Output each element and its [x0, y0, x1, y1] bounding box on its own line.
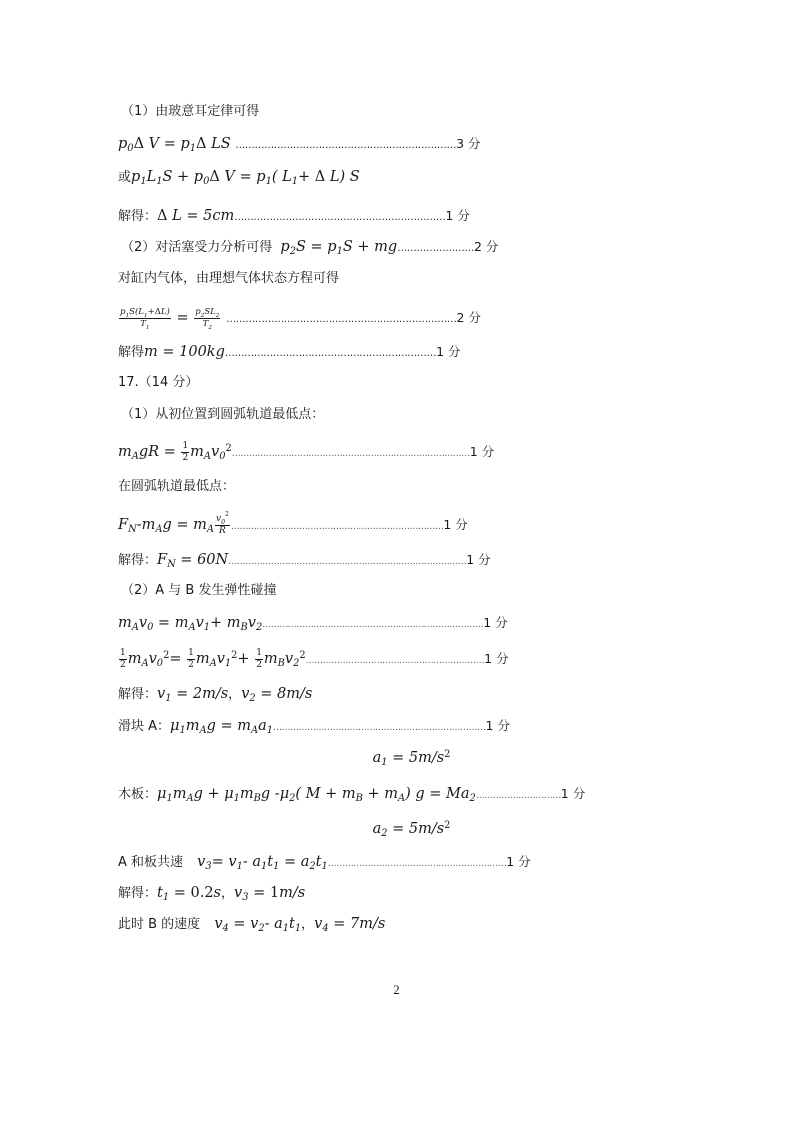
s17-equation-normal-force: $F_N-m_Ag = m_A$ $\frac{v_0^2}{R}$ …………………………………………………………………1 分	[118, 510, 468, 536]
s17-equation-momentum: $m_Av_0 = m_Av_1+$ $m_Bv_2\dots\dots\dots\dots\dots\dots\dots\dots\dots\dots\dots\dots\dots\dots\dots\dots\dots\dots\dots\dots\dots\dots\dots\dots\dots\dots 1$ 分	[118, 615, 508, 633]
s16-part2-heading: （2）对活塞受力分析可得 $p_2S = p_1S$ + mg……………………2 分	[121, 239, 499, 257]
s16-result-deltaL: 解得：Δ L = 5cm…………………………………………………………1 分	[118, 208, 470, 224]
s16-equation-alt: 或$p_1L_1S + p_0\Delta$ $V = p_1$( $L_1+ \Delta$ L) S	[118, 169, 360, 187]
s17-result-FN: 解得：$F_N$ = 60N…………………………………………………………………………1 分	[118, 552, 491, 570]
s17-result-a2: $a_2 = 5m/s^2$	[372, 820, 451, 839]
page-number: 2	[393, 982, 400, 997]
s16-gas-text: 对缸内气体，由理想气体状态方程可得	[118, 271, 340, 286]
s17-equation-board: 木板：$\mu_1m_Ag + \mu_1m_Bg$ $-\mu_2$( $M + m_B + m_A$) $g = Ma_2\dots\dots\dots\dots\dots\dots\dots\dots\dots\dots 1$ 分	[118, 786, 586, 804]
s17-equation-kinetic-energy: $\frac{1}{2}$ $m_Av_0^2=$ $\frac{1}{2}$ $m_Av_1^2+$ $\frac{1}{2}$ $m_Bv_2^2\dots\dots\dots\dots\dots\dots\dots\dots\dots\dots\dots\dots\dots\dots\dots\dots\dots\dots\dots\dots\dots 1$ 分	[120, 647, 509, 670]
s17-part1-heading: （1）从初位置到圆弧轨道最低点：	[121, 407, 325, 422]
s16-result-mass: 解得m = 100kg…………………………………………………………1 分	[118, 344, 461, 360]
s17-bottom-text: 在圆弧轨道最低点：	[118, 479, 236, 494]
s16-equation-boyle: $p_0\Delta$ $V = p_1\Delta$ LS ……………………………………………………………3 分	[118, 136, 481, 154]
s17-result-a1: $a_1 = 5m/s^2$	[372, 749, 451, 768]
s17-equation-energy: $m_AgR$ = $\frac{1}{2}$ $m_Av_0^2\dots\dots\dots\dots\dots\dots\dots\dots\dots\dots\dots\dots\dots\dots\dots\dots\dots\dots\dots\dots\dots\dots\dots\dots\dots\dots\dots\dots 1$ 分	[118, 440, 495, 463]
s17-result-velocities: 解得：$v_1 = 2m/s$，$v_2 = 8m/s$	[118, 686, 313, 704]
s16-part1-heading: （1）由玻意耳定律可得	[121, 104, 260, 119]
s17-equation-common-velocity: A 和板共速 $v_3= v_1-$ $a_1t_1$ = $a_2t_1\dots\dots\dots\dots\dots\dots\dots\dots\dots\dots\dots\dots\dots\dots\dots\dots\dots\dots\dots\dots\dots 1$ 分	[118, 854, 531, 872]
s17-result-t1-v3: 解得：$t_1 = 0.2s$，$v_3 = 1m/s$	[118, 885, 306, 903]
s17-title: 17.（14 分）	[118, 375, 199, 390]
s17-velocity-B: 此时 B 的速度 $v_4 = v_2-$ $a_1t_1$，$v_4 = 7m/s$	[118, 916, 386, 934]
s17-equation-block-A: 滑块 A：$\mu_1m_Ag$ = $m_Aa_1\dots\dots\dots\dots\dots\dots\dots\dots\dots\dots\dots\dots\dots\dots\dots\dots\dots\dots\dots\dots\dots\dots\dots\dots\dots 1$ 分	[118, 718, 510, 736]
s16-equation-ideal-gas: $\frac{p_1S(L_1+\Delta L)}{T_1}$ = $\frac{p_2SL_2}{T_2}$ ………………………………………………………………2 分	[120, 307, 481, 331]
s17-part2-heading: （2）A 与 B 发生弹性碰撞	[121, 583, 277, 598]
